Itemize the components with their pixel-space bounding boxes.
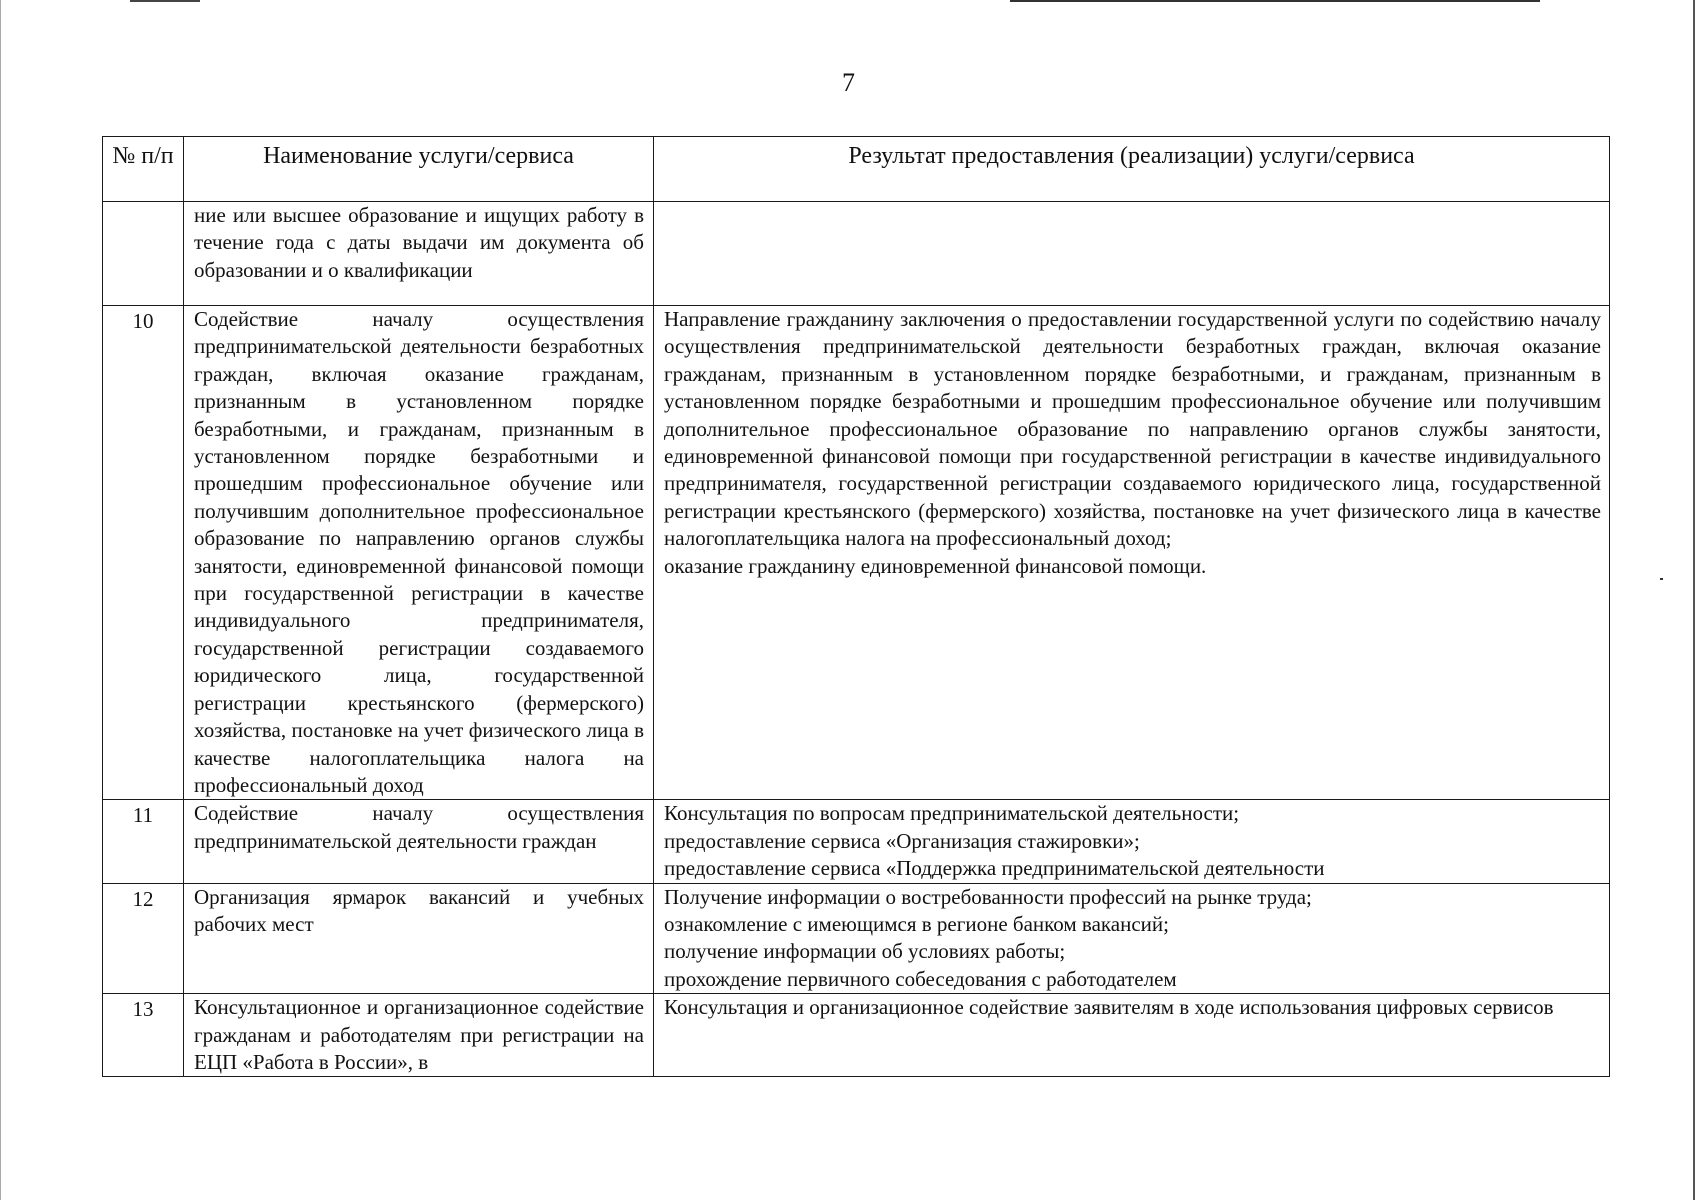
services-table — [102, 136, 1610, 1077]
result-paragraph: получение информации об условиях работы; — [664, 939, 1066, 964]
result-paragraph: ознакомление с имеющимся в регионе банком вакансий; — [664, 911, 1169, 936]
row-number: 10 — [132, 309, 154, 333]
service-name-cell — [184, 306, 654, 800]
header-name: Наименование услуги/сервиса — [184, 137, 654, 202]
service-result-cell — [654, 994, 1610, 1077]
row-number-cell — [103, 800, 184, 883]
service-result-cell — [654, 306, 1610, 800]
row-number — [103, 202, 183, 204]
service-name: Содействие началу осуществления предпринимательской деятельности безработных граждан, включая оказание гражданам, признанным в установленном порядке безработными, и гражданам, признанным в установленном порядке безработными и прошедшим профессиональное обучение или получившим дополнительное профессиональное образование по направлению органов службы занятости, единовременной финансовой помощи при государственной регистрации в качестве индивидуального предпринимателя, государственной регистрации создаваемого юридического лица, государственной регистрации крестьянского (фермерского) хозяйства, постановке на учет физического лица в качестве налогоплательщика налога на профессиональный доход — [194, 307, 644, 797]
service-result-cell — [654, 800, 1610, 883]
row-number-cell — [103, 883, 184, 994]
row-number: 11 — [132, 803, 154, 828]
scan-edge-top-right — [1010, 0, 1540, 2]
result-paragraph: оказание гражданину единовременной финансовой помощи. — [664, 553, 1207, 578]
service-name: Организация ярмарок вакансий и учебных рабочих мест — [194, 884, 644, 936]
scan-speck — [1660, 578, 1663, 580]
result-paragraph: прохождение первичного собеседования с работодателем — [664, 966, 1177, 991]
row-number-cell — [103, 994, 184, 1077]
service-result — [654, 306, 1609, 580]
row-number: 12 — [132, 886, 154, 911]
service-name: Содействие началу осуществления предпринимательской деятельности граждан — [194, 801, 644, 853]
table-row — [103, 800, 1610, 883]
scan-edge-top-left — [130, 0, 200, 2]
service-result — [654, 994, 1609, 1021]
page-number: 7 — [842, 68, 855, 97]
table-body — [103, 202, 1610, 1077]
result-paragraph: Консультация и организационное содействие заявителям в ходе использования цифровых сервисов — [664, 995, 1554, 1020]
table-header-row — [103, 137, 1610, 202]
scan-edge-left — [0, 0, 1, 1200]
row-number-cell — [103, 306, 184, 800]
service-result-cell — [654, 202, 1610, 306]
service-name-cell — [184, 800, 654, 883]
header-num: № п/п — [103, 137, 184, 202]
result-paragraph: Получение информации о востребованности профессий на рынке труда; — [664, 884, 1312, 909]
result-paragraph: Направление гражданину заключения о предоставлении государственной услуги по содействию началу осуществления предпринимательской деятельности безработных граждан, включая оказание гражданам, признанным в установленном порядке безработными, и гражданам, признанным в установленном порядке безработными и прошедшим профессиональное обучение или получившим дополнительное профессиональное образование по направлению органов службы занятости, единовременной финансовой помощи при государственной регистрации в качестве индивидуального предпринимателя, государственной регистрации создаваемого юридического лица, государственной регистрации крестьянского (фермерского) хозяйства, постановке на учет физического лица в качестве налогоплательщика налога на профессиональный доход; — [664, 307, 1601, 551]
service-name-cell — [184, 994, 654, 1077]
service-name: Консультационное и организационное содействие гражданам и работодателям при регистрации на ЕЦП «Работа в России», в — [194, 995, 644, 1074]
service-name: ние или высшее образование и ищущих работу в течение года с даты выдачи им документа об образовании и о квалификации — [194, 203, 644, 282]
result-paragraph: предоставление сервиса «Организация стажировки»; — [664, 828, 1140, 853]
row-number: 13 — [132, 997, 154, 1022]
row-number-cell — [103, 202, 184, 306]
scan-edge-right — [1693, 0, 1695, 1200]
table-row — [103, 202, 1610, 306]
table-row — [103, 994, 1610, 1077]
service-result — [654, 884, 1609, 994]
service-name-cell — [184, 202, 654, 306]
result-paragraph: Консультация по вопросам предпринимательской деятельности; — [664, 801, 1240, 826]
service-name-cell — [184, 883, 654, 994]
table-row — [103, 883, 1610, 994]
table-row — [103, 306, 1610, 800]
result-paragraph: предоставление сервиса «Поддержка предпринимательской деятельности — [664, 856, 1325, 881]
service-result — [654, 800, 1609, 882]
header-result: Результат предоставления (реализации) услуги/сервиса — [654, 137, 1610, 202]
service-result-cell — [654, 883, 1610, 994]
